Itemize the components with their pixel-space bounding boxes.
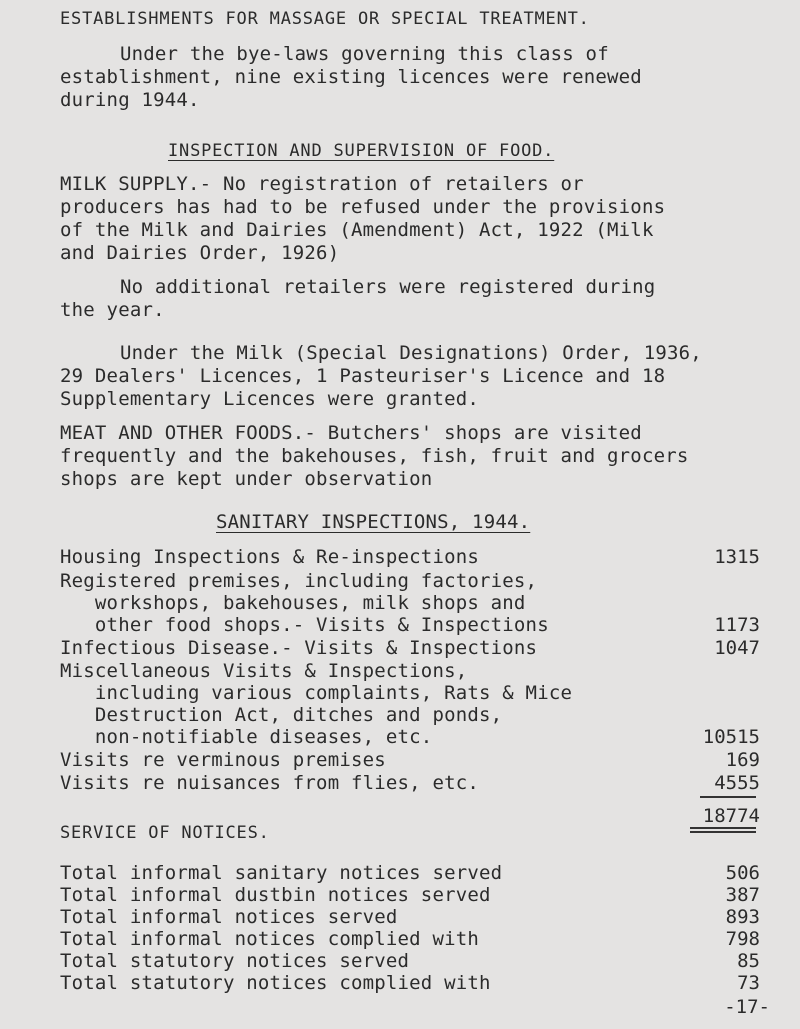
- meat-line-3: shops are kept under observation: [60, 468, 433, 490]
- notices-row-6-label: Total statutory notices complied with: [60, 972, 491, 994]
- notices-row-3-label: Total informal notices served: [60, 906, 398, 928]
- sanitary-row-5-line-1: Visits re verminous premises: [60, 749, 386, 771]
- total-double-rule-top: [690, 827, 756, 829]
- sanitary-row-2-line-3: other food shops.- Visits & Inspections: [60, 614, 549, 636]
- designation-line-2: 29 Dealers' Licences, 1 Pasteuriser's Licence and 18: [60, 365, 666, 387]
- notices-row-5-label: Total statutory notices served: [60, 950, 410, 972]
- massage-line-1: Under the bye-laws governing this class of: [120, 43, 609, 65]
- sanitary-row-5-value: 169: [725, 749, 760, 771]
- sanitary-row-6-line-1: Visits re nuisances from flies, etc.: [60, 772, 480, 794]
- sanitary-row-4-line-1: Miscellaneous Visits & Inspections,: [60, 660, 468, 682]
- subtotal-rule: [700, 796, 756, 798]
- notices-row-1-label: Total informal sanitary notices served: [60, 862, 503, 884]
- sanitary-row-6-value: 4555: [714, 772, 760, 794]
- sanitary-heading: SANITARY INSPECTIONS, 1944.: [216, 511, 531, 533]
- sanitary-row-1-value: 1315: [714, 546, 760, 568]
- additional-line-1: No additional retailers were registered during: [120, 276, 656, 298]
- page-number: -17-: [724, 996, 770, 1018]
- massage-line-3: during 1944.: [60, 89, 200, 111]
- total-double-rule-bottom: [690, 831, 756, 833]
- milk-line-2: producers has had to be refused under the provisions: [60, 196, 666, 218]
- notices-row-5-value: 85: [737, 950, 760, 972]
- milk-line-4: and Dairies Order, 1926): [60, 242, 340, 264]
- notices-row-1-value: 506: [725, 862, 760, 884]
- food-heading: INSPECTION AND SUPERVISION OF FOOD.: [168, 141, 555, 161]
- designation-line-1: Under the Milk (Special Designations) Order, 1936,: [120, 342, 702, 364]
- sanitary-row-1-line-1: Housing Inspections & Re-inspections: [60, 546, 480, 568]
- sanitary-row-3-line-1: Infectious Disease.- Visits & Inspections: [60, 637, 538, 659]
- milk-line-1: MILK SUPPLY.- No registration of retailers or: [60, 173, 584, 195]
- milk-line-3: of the Milk and Dairies (Amendment) Act, 1922 (Milk: [60, 219, 654, 241]
- sanitary-row-2-value: 1173: [714, 614, 760, 636]
- massage-line-2: establishment, nine existing licences were renewed: [60, 66, 642, 88]
- designation-line-3: Supplementary Licences were granted.: [60, 388, 480, 410]
- notices-row-4-label: Total informal notices complied with: [60, 928, 480, 950]
- sanitary-row-4-value: 10515: [702, 726, 760, 748]
- notices-row-2-value: 387: [725, 884, 760, 906]
- sanitary-row-2-line-1: Registered premises, including factories,: [60, 570, 538, 592]
- sanitary-total: 18774: [702, 805, 760, 827]
- notices-row-3-value: 893: [725, 906, 760, 928]
- sanitary-row-4-line-4: non-notifiable diseases, etc.: [60, 726, 433, 748]
- notices-heading: SERVICE OF NOTICES.: [60, 823, 270, 843]
- sanitary-row-4-line-3: Destruction Act, ditches and ponds,: [60, 704, 503, 726]
- massage-heading: ESTABLISHMENTS FOR MASSAGE OR SPECIAL TREATMENT.: [60, 9, 590, 29]
- meat-line-2: frequently and the bakehouses, fish, fruit and grocers: [60, 445, 689, 467]
- sanitary-row-2-line-2: workshops, bakehouses, milk shops and: [60, 592, 526, 614]
- sanitary-row-4-line-2: including various complaints, Rats & Mice: [60, 682, 573, 704]
- notices-row-2-label: Total informal dustbin notices served: [60, 884, 491, 906]
- sanitary-row-3-value: 1047: [714, 637, 760, 659]
- notices-row-6-value: 73: [737, 972, 760, 994]
- meat-line-1: MEAT AND OTHER FOODS.- Butchers' shops are visited: [60, 422, 642, 444]
- additional-line-2: the year.: [60, 299, 165, 321]
- notices-row-4-value: 798: [725, 928, 760, 950]
